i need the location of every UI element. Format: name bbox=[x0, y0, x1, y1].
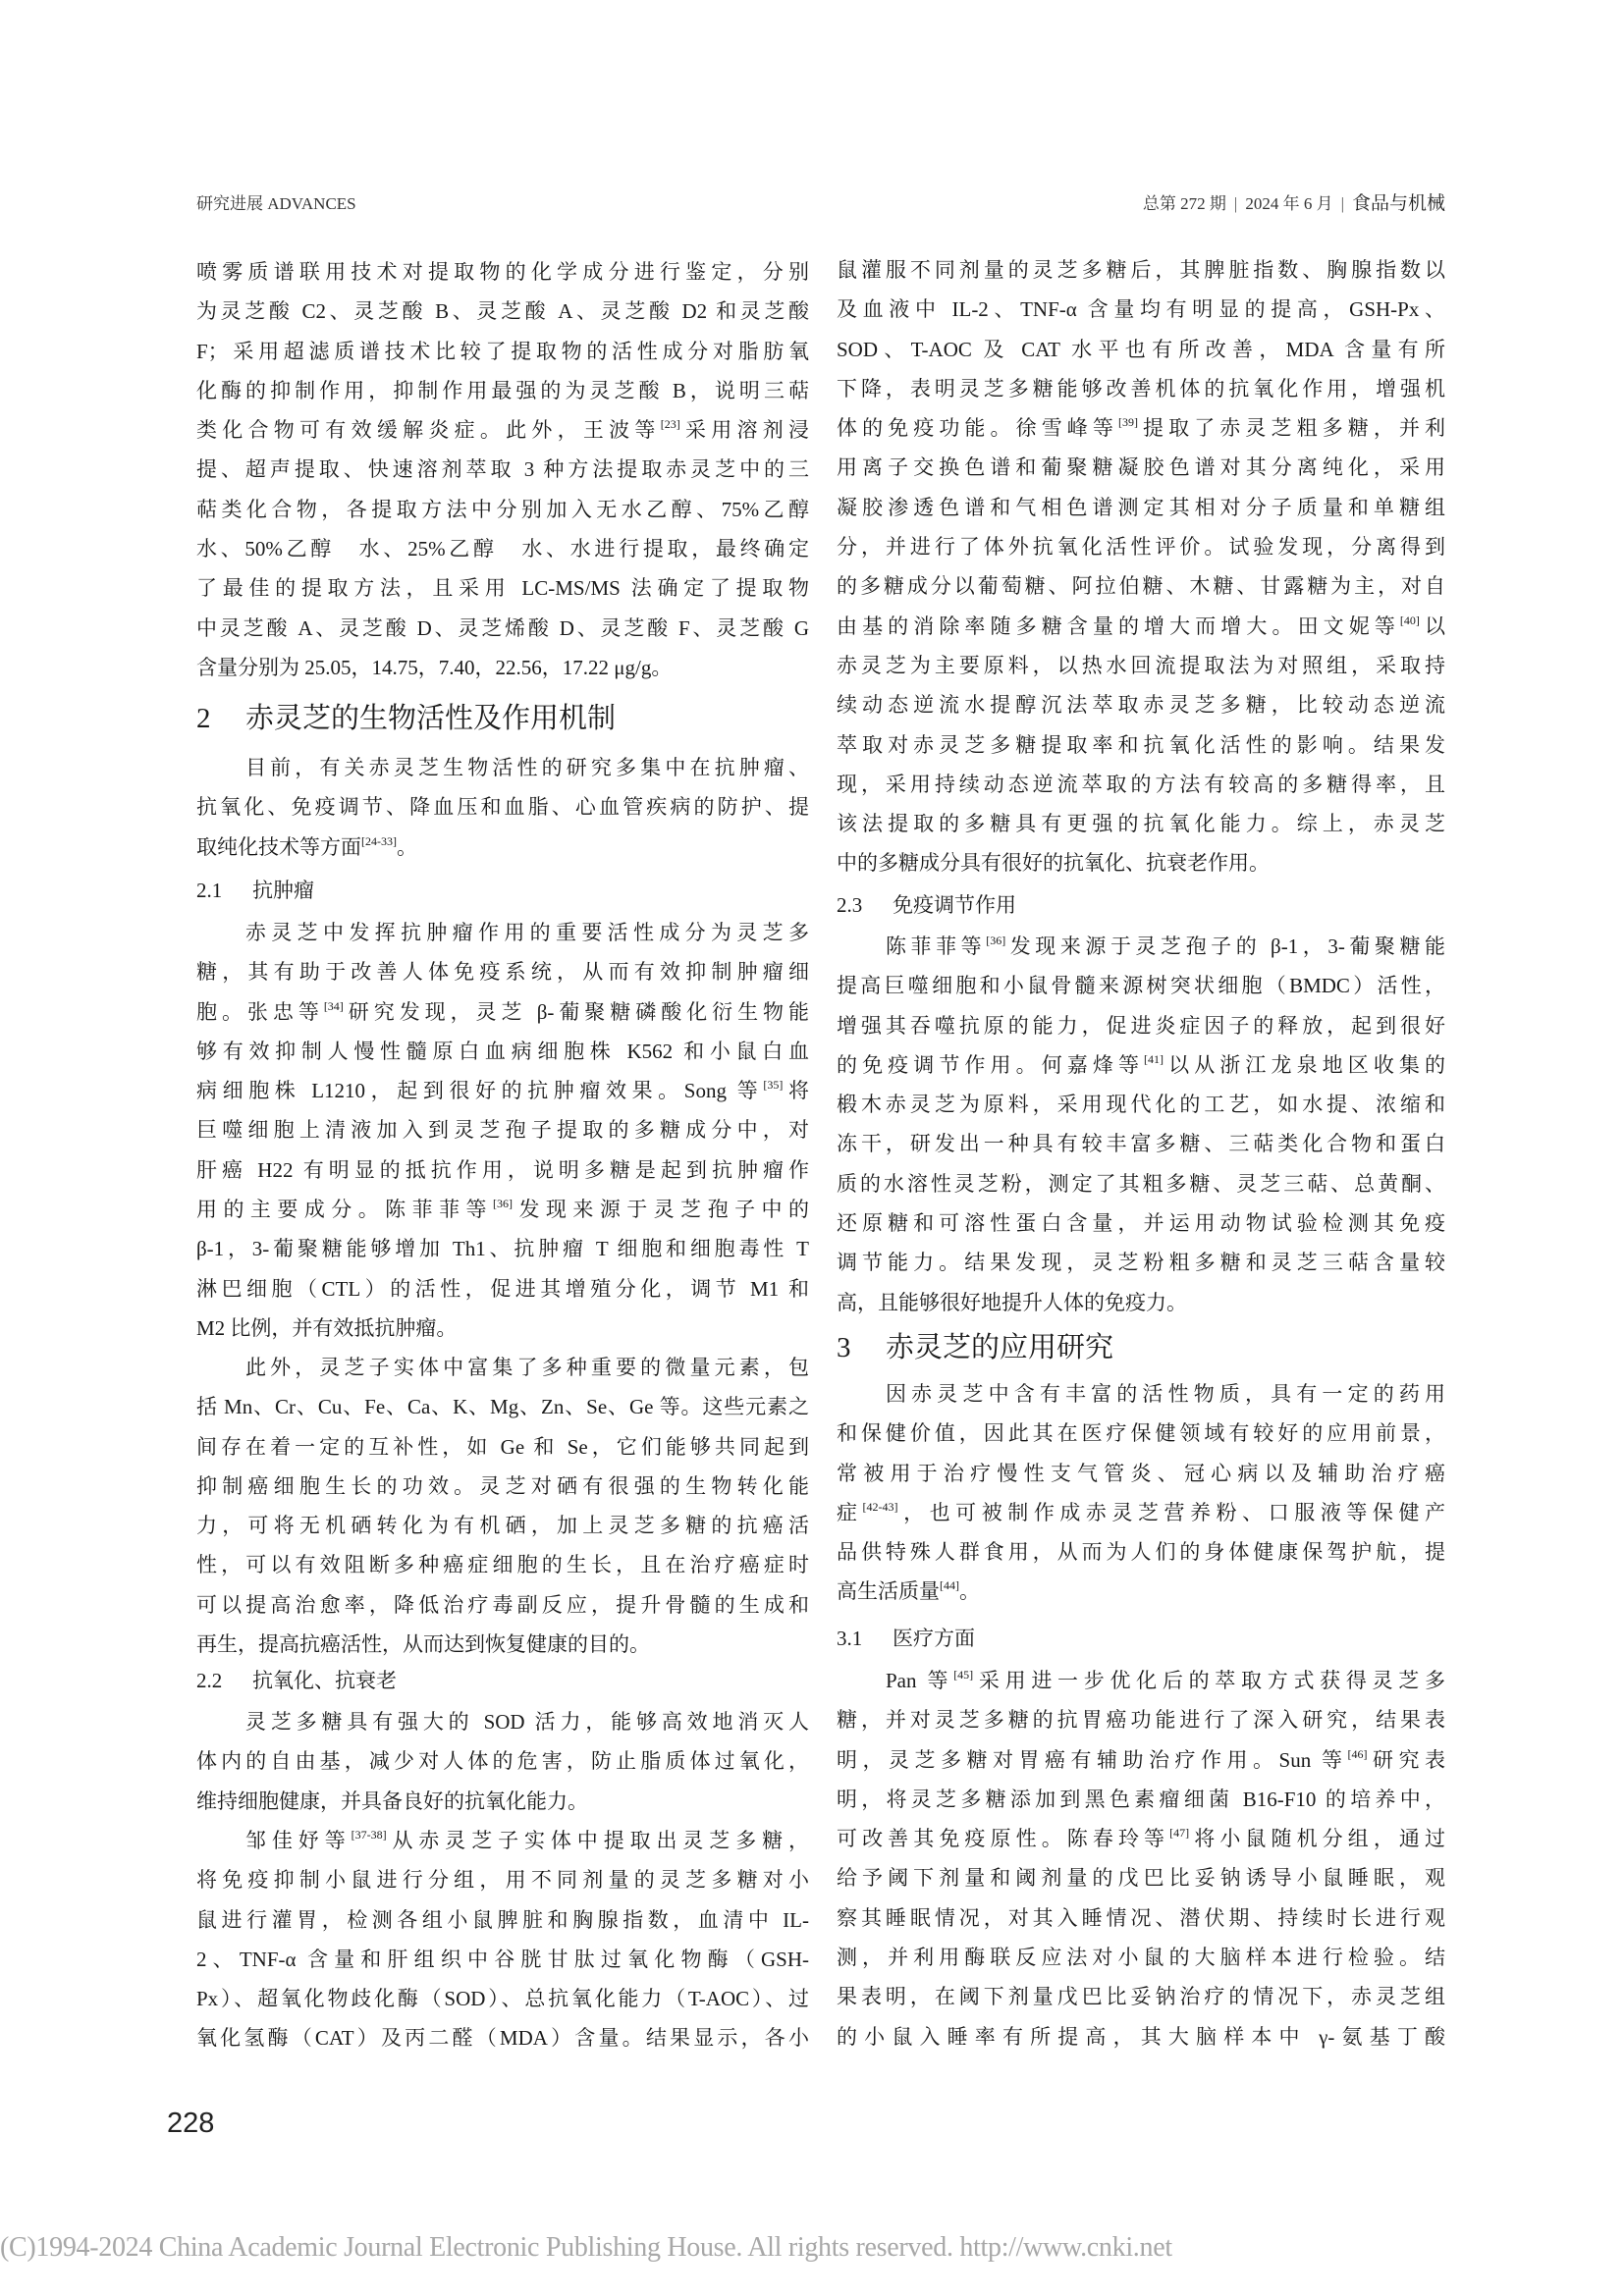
text-line: F；采用超滤质谱技术比较了提取物的活性成分对脂肪氧 bbox=[196, 339, 809, 363]
text-line: 此外，灵芝子实体中富集了多种重要的微量元素，包 bbox=[245, 1356, 809, 1379]
text-line: 陈菲菲等[36]发现来源于灵芝孢子的 β-1，3-葡聚糖能 bbox=[886, 934, 1446, 958]
running-header-section: 研究进展 ADVANCES bbox=[196, 194, 356, 213]
text-line: 邹佳妤等[37-38]从赤灵芝子实体中提取出灵芝多糖， bbox=[245, 1828, 810, 1852]
text-line: 类化合物可有效缓解炎症。此外，王波等[23]采用溶剂浸 bbox=[196, 417, 810, 443]
header-separator: | bbox=[1233, 194, 1238, 213]
text-line: 再生，提高抗癌活性，从而达到恢复健康的目的。 bbox=[196, 1632, 650, 1657]
paragraph bbox=[196, 748, 809, 867]
text-line: 冻干，研发出一种具有较丰富多糖、三萜类化合物和蛋白 bbox=[837, 1132, 1445, 1156]
text-line: 该法提取的多糖具有更强的抗氧化能力。综上，赤灵芝 bbox=[837, 812, 1445, 836]
text-line: 调节能力。结果发现，灵芝粉粗多糖和灵芝三萜含量较 bbox=[837, 1251, 1445, 1275]
text-line: 增强其吞噬抗原的能力，促进炎症因子的释放，起到很好 bbox=[837, 1013, 1445, 1038]
text-line: 质的水溶性灵芝粉，测定了其粗多糖、灵芝三萜、总黄酮、 bbox=[837, 1171, 1445, 1196]
text-line: 灵芝多糖具有强大的 SOD 活力，能够高效地消灭人 bbox=[245, 1710, 809, 1734]
text-line: 病细胞株 L1210，起到很好的抗肿瘤效果。Song 等[35]将 bbox=[196, 1078, 810, 1103]
text-line: M2 比例，并有效抵抗肿瘤。 bbox=[196, 1315, 458, 1340]
text-line: 体内的自由基，减少对人体的危害，防止脂质体过氧化， bbox=[196, 1749, 809, 1774]
text-line: 抗氧化、免疫调节、降血压和血脂、心血管疾病的防护、提 bbox=[196, 795, 809, 820]
citation-reference: [35] bbox=[763, 1078, 784, 1093]
paragraph bbox=[837, 250, 1445, 883]
text-line: 将免疫抑制小鼠进行分组，用不同剂量的灵芝多糖对小 bbox=[196, 1868, 809, 1893]
issue-date: 2024 年 6 月 bbox=[1245, 194, 1333, 213]
citation-reference: [36] bbox=[986, 934, 1006, 947]
text-line: 察其睡眠情况，对其入睡情况、潜伏期、持续时长进行观 bbox=[837, 1905, 1445, 1930]
text-line: 维持细胞健康，并具备良好的抗氧化能力。 bbox=[196, 1789, 588, 1813]
text-line: 2、TNF-α 含量和肝组织中谷胱甘肽过氧化物酶（GSH- bbox=[196, 1947, 809, 1971]
text-line: 够有效抑制人慢性髓原白血病细胞株 K562 和小鼠白血 bbox=[196, 1039, 809, 1063]
text-line: 提高巨噬细胞和小鼠骨髓来源树突状细胞（BMDC）活性， bbox=[837, 974, 1445, 998]
citation-reference: [41] bbox=[1144, 1051, 1164, 1066]
paragraph bbox=[837, 1661, 1445, 2056]
text-line: 目前，有关赤灵芝生物活性的研究多集中在抗肿瘤、 bbox=[245, 756, 809, 779]
text-line: 中灵芝酸 A、灵芝酸 D、灵芝烯酸 D、灵芝酸 F、灵芝酸 G bbox=[196, 615, 809, 640]
text-line: 明，灵芝多糖对胃癌有辅助治疗作用。Sun 等[46]研究表 bbox=[837, 1746, 1445, 1772]
subsection-heading bbox=[196, 871, 809, 910]
text-line: 糖，其有助于改善人体免疫系统，从而有效抑制肿瘤细 bbox=[196, 960, 809, 985]
citation-reference: [46] bbox=[1347, 1746, 1368, 1761]
running-header-journal-info bbox=[1143, 192, 1445, 216]
subsection-heading bbox=[837, 885, 1445, 925]
citation-reference: [36] bbox=[493, 1197, 513, 1211]
text-line: 为灵芝酸 C2、灵芝酸 B、灵芝酸 A、灵芝酸 D2 和灵芝酸 bbox=[196, 299, 809, 324]
text-line: 肝癌 H22 有明显的抵抗作用，说明多糖是起到抗肿瘤作 bbox=[196, 1157, 809, 1182]
text-line: 的多糖成分以葡萄糖、阿拉伯糖、木糖、甘露糖为主，对自 bbox=[837, 574, 1445, 599]
citation-reference: [37-38] bbox=[351, 1828, 387, 1842]
text-line: 品供特殊人群食用，从而为人们的身体健康保驾护航，提 bbox=[837, 1540, 1445, 1565]
text-line: 了最佳的提取方法，且采用 LC-MS/MS 法确定了提取物 bbox=[196, 576, 809, 601]
text-line: 取纯化技术等方面[24-33]。 bbox=[196, 833, 417, 859]
paragraph bbox=[837, 927, 1445, 1322]
paragraph bbox=[196, 1348, 809, 1664]
text-line: 可改善其免疫原性。陈春玲等[47]将小鼠随机分组，通过 bbox=[837, 1826, 1446, 1851]
section-title: 赤灵芝的应用研究 bbox=[886, 1332, 1114, 1363]
text-line: 氧化氢酶（CAT）及丙二醛（MDA）含量。结果显示，各小 bbox=[196, 2026, 809, 2051]
citation-reference: [39] bbox=[1117, 415, 1138, 430]
text-line: 淋巴细胞（CTL）的活性，促进其增殖分化，调节 M1 和 bbox=[196, 1276, 809, 1301]
text-line: 萃取对赤灵芝多糖提取率和抗氧化活性的影响。结果发 bbox=[837, 732, 1445, 757]
text-line: 因赤灵芝中含有丰富的活性物质，具有一定的药用 bbox=[886, 1382, 1445, 1406]
citation-reference: [40] bbox=[1399, 613, 1420, 627]
subsection-title: 医疗方面 bbox=[893, 1627, 975, 1650]
subsection-number: 2.3 bbox=[837, 893, 863, 917]
text-line: 和保健价值，因此其在医疗保健领域有较好的应用前景， bbox=[837, 1421, 1445, 1446]
citation-reference: [34] bbox=[323, 998, 344, 1013]
text-line: 中的多糖成分具有很好的抗氧化、抗衰老作用。 bbox=[837, 851, 1270, 876]
text-line: 喷雾质谱联用技术对提取物的化学成分进行鉴定，分别 bbox=[196, 260, 809, 284]
text-line: Px）、超氧化物歧化酶（SOD）、总抗氧化能力（T-AOC）、过 bbox=[196, 1987, 809, 2011]
text-line: 高生活质量[44]。 bbox=[837, 1578, 980, 1604]
text-line: 水、50%乙醇 水、25%乙醇 水、水进行提取，最终确定 bbox=[196, 537, 809, 561]
paragraph bbox=[196, 1702, 809, 1821]
text-line: 赤灵芝为主要原料，以热水回流提取法为对照组，采取持 bbox=[837, 653, 1445, 677]
text-line: 现，采用持续动态逆流萃取的方法有较高的多糖得率，且 bbox=[837, 772, 1445, 796]
text-line: 用的主要成分。陈菲菲等[36]发现来源于灵芝孢子中的 bbox=[196, 1197, 809, 1222]
text-line: SOD、T-AOC 及 CAT 水平也有所改善，MDA 含量有所 bbox=[837, 337, 1445, 361]
text-line: 可以提高治愈率，降低治疗毒副反应，提升骨髓的生成和 bbox=[196, 1592, 809, 1617]
text-line: 的免疫调节作用。何嘉烽等[41]以从浙江龙泉地区收集的 bbox=[837, 1051, 1446, 1077]
text-line: 果表明，在阈下剂量戊巴比妥钠治疗的情况下，赤灵芝组 bbox=[837, 1985, 1445, 2009]
text-line: 鼠进行灌胃，检测各组小鼠脾脏和胸腺指数，血清中 IL- bbox=[196, 1907, 809, 1932]
subsection-heading bbox=[837, 1619, 1445, 1658]
text-line: 及血液中 IL-2、TNF-α 含量均有明显的提高，GSH-Px、 bbox=[837, 297, 1445, 322]
text-line: 由基的消除率随多糖含量的增大而增大。田文妮等[40]以 bbox=[837, 613, 1446, 638]
text-line: 用离子交换色谱和葡聚糖凝胶色谱对其分离纯化，采用 bbox=[837, 455, 1445, 480]
text-line: 的小鼠入睡率有所提高，其大脑样本中 γ-氨基丁酸 bbox=[837, 2024, 1445, 2049]
text-line: 鼠灌服不同剂量的灵芝多糖后，其脾脏指数、胸腺指数以 bbox=[837, 258, 1445, 282]
header-separator: | bbox=[1340, 194, 1344, 213]
section-number: 2 bbox=[196, 703, 211, 734]
citation-reference: [42-43] bbox=[862, 1499, 898, 1514]
text-line: 力，可将无机硒转化为有机硒，加上灵芝多糖的抗癌活 bbox=[196, 1514, 809, 1538]
text-line: 凝胶渗透色谱和气相色谱测定其相对分子质量和单糖组 bbox=[837, 495, 1445, 519]
section-heading bbox=[837, 1326, 1445, 1369]
paragraph bbox=[837, 1374, 1445, 1612]
text-line: 续动态逆流水提醇沉法萃取赤灵芝多糖，比较动态逆流 bbox=[837, 693, 1445, 718]
section-heading bbox=[196, 697, 809, 740]
text-line: 常被用于治疗慢性支气管炎、冠心病以及辅助治疗癌 bbox=[837, 1461, 1445, 1485]
citation-reference: [47] bbox=[1169, 1826, 1190, 1841]
text-line: 糖，并对灵芝多糖的抗胃癌功能进行了深入研究，结果表 bbox=[837, 1708, 1445, 1733]
journal-name: 食品与机械 bbox=[1351, 193, 1445, 214]
text-line: 抑制癌细胞生长的功效。灵芝对硒有很强的生物转化能 bbox=[196, 1473, 809, 1498]
text-line: 给予阈下剂量和阈剂量的戊巴比妥钠诱导小鼠睡眠，观 bbox=[837, 1866, 1445, 1891]
text-line: 性，可以有效阻断多种癌症细胞的生长，且在治疗癌症时 bbox=[196, 1553, 809, 1577]
text-line: 还原糖和可溶性蛋白含量，并运用动物试验检测其免疫 bbox=[837, 1211, 1445, 1236]
text-line: 提、超声提取、快速溶剂萃取 3 种方法提取赤灵芝中的三 bbox=[196, 457, 809, 482]
issue-number: 总第 272 期 bbox=[1142, 194, 1226, 213]
paragraph bbox=[196, 1821, 809, 2058]
subsection-title: 免疫调节作用 bbox=[893, 893, 1016, 917]
copyright-footer: (C)1994-2024 China Academic Journal Electronic Publishing House. All rights reserved. http://www.cnki.net bbox=[0, 2232, 1172, 2263]
text-line: 椴木赤灵芝为原料，采用现代化的工艺，如水提、浓缩和 bbox=[837, 1093, 1445, 1117]
text-line: 明，将灵芝多糖添加到黑色素瘤细菌 B16-F10 的培养中， bbox=[837, 1787, 1445, 1811]
text-line: 症[42-43]，也可被制作成赤灵芝营养粉、口服液等保健产 bbox=[837, 1499, 1445, 1524]
citation-reference: [45] bbox=[953, 1668, 974, 1682]
text-line: 测，并利用酶联反应法对小鼠的大脑样本进行检验。结 bbox=[837, 1946, 1445, 1970]
text-line: 体的免疫功能。徐雪峰等[39]提取了赤灵芝粗多糖，并利 bbox=[837, 415, 1446, 441]
text-line: 含量分别为 25.05，14.75，7.40，22.56，17.22 μg/g。 bbox=[196, 655, 673, 679]
citation-reference: [23] bbox=[660, 417, 680, 432]
subsection-title: 抗肿瘤 bbox=[252, 879, 314, 902]
text-line: 胞。张忠等[34]研究发现，灵芝 β-葡聚糖磷酸化衍生物能 bbox=[196, 998, 809, 1024]
text-line: 分，并进行了体外抗氧化活性评价。试验发现，分离得到 bbox=[837, 535, 1445, 560]
subsection-title: 抗氧化、抗衰老 bbox=[252, 1669, 397, 1692]
subsection-number: 2.2 bbox=[196, 1669, 223, 1692]
subsection-number: 3.1 bbox=[837, 1627, 863, 1650]
subsection-heading bbox=[196, 1661, 809, 1700]
page-number: 228 bbox=[167, 2108, 215, 2139]
text-line: 赤灵芝中发挥抗肿瘤作用的重要活性成分为灵芝多 bbox=[245, 921, 809, 944]
text-line: 下降，表明灵芝多糖能够改善机体的抗氧化作用，增强机 bbox=[837, 376, 1445, 400]
section-number: 3 bbox=[837, 1332, 851, 1363]
citation-reference: [44] bbox=[940, 1578, 959, 1593]
text-line: 萜类化合物，各提取方法中分别加入无水乙醇、75%乙醇 bbox=[196, 497, 809, 521]
paragraph bbox=[196, 913, 809, 1348]
section-title: 赤灵芝的生物活性及作用机制 bbox=[245, 703, 617, 734]
text-line: 化酶的抑制作用，抑制作用最强的为灵芝酸 B，说明三萜 bbox=[196, 378, 809, 402]
text-line: 间存在着一定的互补性，如 Ge 和 Se，它们能够共同起到 bbox=[196, 1434, 809, 1459]
text-line: Pan 等[45]采用进一步优化后的萃取方式获得灵芝多 bbox=[886, 1668, 1446, 1692]
text-line: β-1，3-葡聚糖能够增加 Th1、抗肿瘤 T 细胞和细胞毒性 T bbox=[196, 1237, 809, 1261]
text-line: 高，且能够很好地提升人体的免疫力。 bbox=[837, 1290, 1187, 1314]
text-line: 巨噬细胞上清液加入到灵芝孢子提取的多糖成分中，对 bbox=[196, 1118, 809, 1143]
citation-reference: [24-33] bbox=[361, 833, 397, 848]
paragraph bbox=[196, 252, 809, 687]
text-line: 括 Mn、Cr、Cu、Fe、Ca、K、Mg、Zn、Se、Ge 等。这些元素之 bbox=[196, 1395, 809, 1419]
subsection-number: 2.1 bbox=[196, 879, 223, 902]
